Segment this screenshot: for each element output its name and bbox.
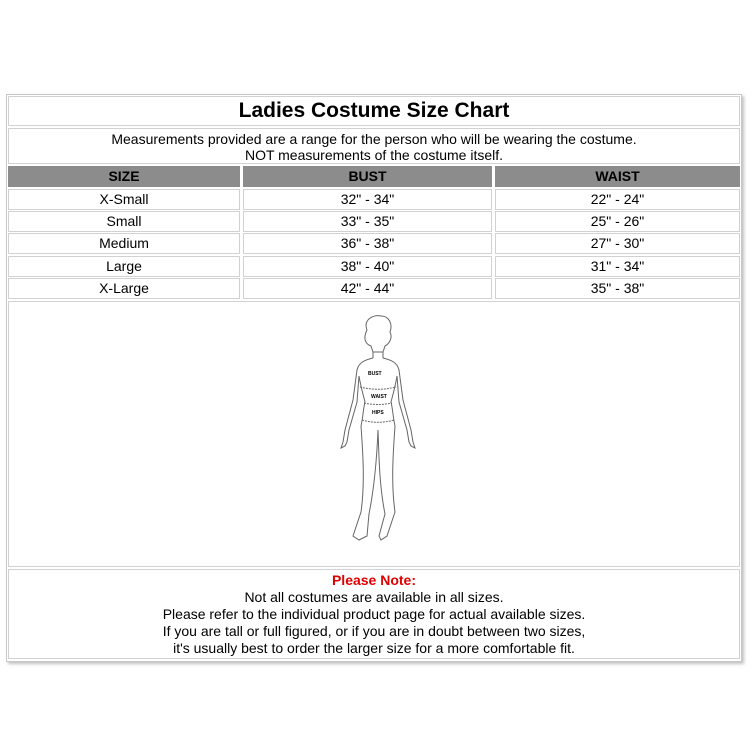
waist-cell: 27" - 30" bbox=[495, 233, 740, 254]
table-row bbox=[8, 278, 740, 299]
body-figure-panel bbox=[8, 301, 740, 567]
table-row bbox=[8, 189, 740, 210]
figure-label-hips: HIPS bbox=[372, 410, 384, 416]
header-bust: BUST bbox=[243, 166, 492, 187]
figure-label-bust: BUST bbox=[368, 371, 382, 377]
note-line: If you are tall or full figured, or if you are in doubt between two sizes, bbox=[162, 623, 586, 639]
size-cell: Medium bbox=[8, 233, 240, 254]
bust-cell: 33" - 35" bbox=[243, 211, 492, 232]
size-cell: X-Large bbox=[8, 278, 240, 299]
chart-title: Ladies Costume Size Chart bbox=[8, 96, 740, 126]
figure-label-waist: WAIST bbox=[371, 394, 387, 400]
bust-cell: 32" - 34" bbox=[243, 189, 492, 210]
table-row bbox=[8, 211, 740, 232]
table-row bbox=[8, 256, 740, 277]
note-line: it's usually best to order the larger size for a more comfortable fit. bbox=[173, 640, 575, 656]
intro-line: Measurements provided are a range for the person who will be wearing the costume. bbox=[111, 131, 637, 147]
intro-text bbox=[8, 128, 740, 164]
please-note-panel bbox=[8, 569, 740, 659]
table-header-row bbox=[8, 166, 740, 187]
bust-cell: 38" - 40" bbox=[243, 256, 492, 277]
table-row bbox=[8, 233, 740, 254]
body-figure-illustration bbox=[327, 314, 427, 554]
bust-cell: 36" - 38" bbox=[243, 233, 492, 254]
note-line: Not all costumes are available in all sizes. bbox=[244, 589, 504, 605]
please-note-title: Please Note: bbox=[331, 572, 417, 588]
size-cell: Small bbox=[8, 211, 240, 232]
waist-cell: 31" - 34" bbox=[495, 256, 740, 277]
size-cell: X-Small bbox=[8, 189, 240, 210]
bust-cell: 42" - 44" bbox=[243, 278, 492, 299]
header-size: SIZE bbox=[8, 166, 240, 187]
intro-line: NOT measurements of the costume itself. bbox=[244, 147, 504, 163]
note-line: Please refer to the individual product page for actual available sizes. bbox=[162, 606, 586, 622]
waist-cell: 22" - 24" bbox=[495, 189, 740, 210]
size-cell: Large bbox=[8, 256, 240, 277]
header-waist: WAIST bbox=[495, 166, 740, 187]
waist-cell: 35" - 38" bbox=[495, 278, 740, 299]
waist-cell: 25" - 26" bbox=[495, 211, 740, 232]
